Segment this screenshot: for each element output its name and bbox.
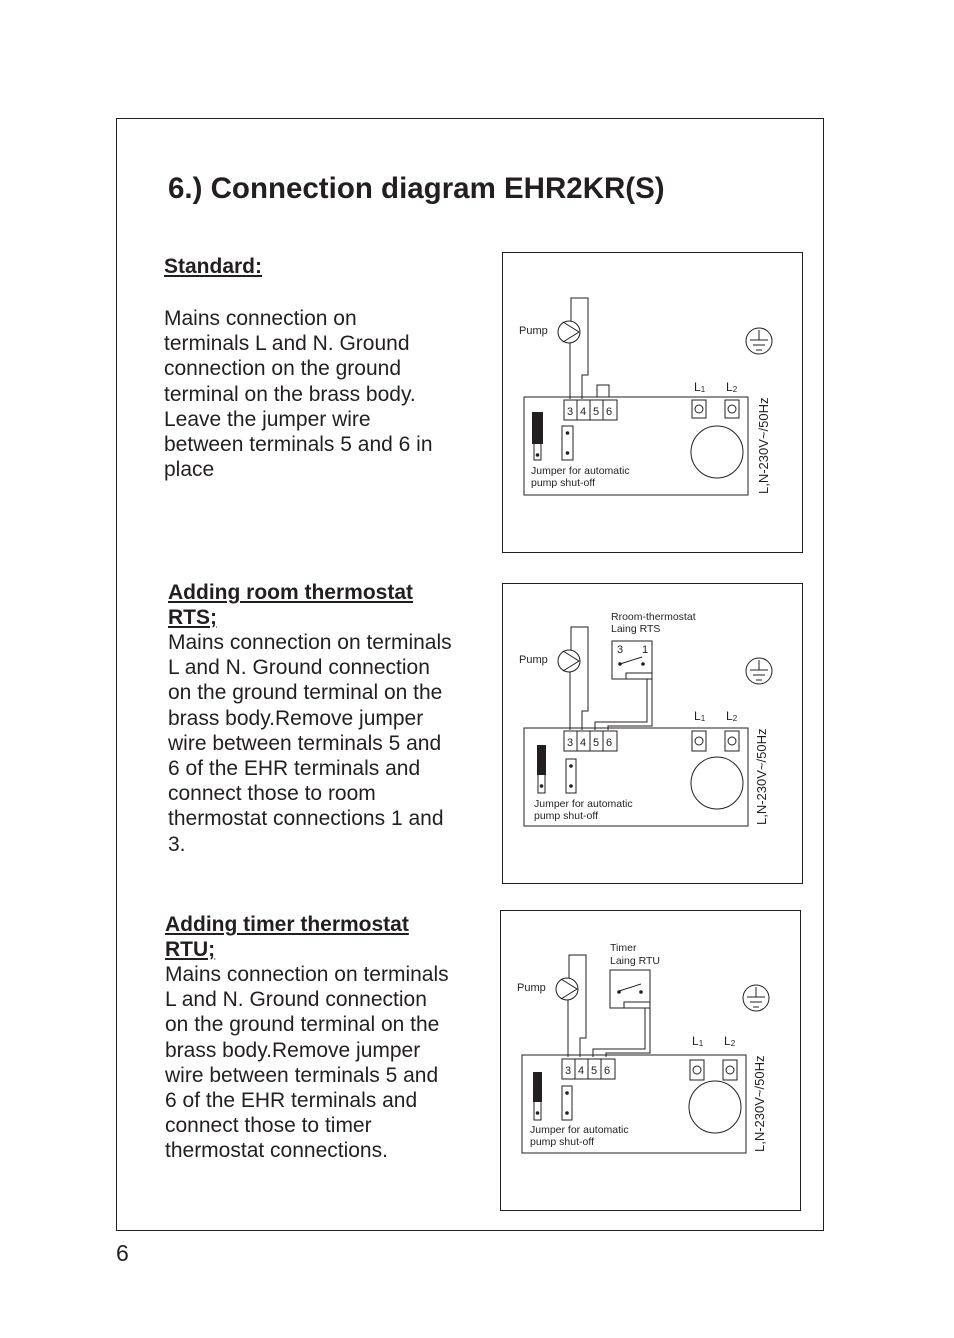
sensor-circle	[689, 1081, 741, 1133]
terminal-3: 3	[567, 737, 574, 749]
ground-icon	[746, 658, 772, 684]
ground-icon	[746, 328, 772, 354]
l2-label: L2	[724, 1034, 736, 1048]
jumper-pins	[532, 412, 573, 460]
l1-terminal-icon	[692, 400, 706, 418]
jumper-wire	[597, 385, 609, 397]
jumper-label: Jumper for automatic pump shut-off	[531, 465, 630, 489]
terminal-5: 5	[591, 1065, 598, 1077]
rts-diagram	[502, 583, 804, 885]
l2-label: L2	[726, 380, 738, 394]
ground-icon	[743, 985, 769, 1011]
rts-text: Mains connection on terminals L and N. Ground connection on the ground terminal on the brass body.Remove jumper wire between terminals 5 and 6 of the EHR terminals and connect those to room thermostat connections 1 and 3.	[168, 631, 452, 856]
terminal-6: 6	[606, 737, 613, 749]
device-label: Rroom-thermostat Laing RTS	[611, 611, 696, 635]
terminal-block	[562, 1059, 615, 1079]
mains-label: L,N-230V~/50Hz	[756, 397, 771, 494]
rtu-heading: Adding timer thermostat RTU;	[165, 913, 409, 961]
terminal-5: 5	[593, 406, 600, 418]
pump-icon	[558, 321, 580, 343]
jumper-pins	[537, 745, 576, 793]
l1-label: L1	[692, 1034, 704, 1048]
page-title: 6.) Connection diagram EHR2KR(S)	[168, 172, 665, 205]
l2-terminal-icon	[723, 1060, 737, 1080]
terminal-4: 4	[578, 1065, 585, 1077]
l1-label: L1	[694, 380, 706, 394]
terminal-block	[564, 400, 617, 420]
mains-label: L,N-230V~/50Hz	[752, 1055, 767, 1152]
terminal-5: 5	[593, 737, 600, 749]
pump-label: Pump	[519, 654, 548, 666]
pump-label: Pump	[519, 325, 548, 337]
terminal-3: 3	[565, 1065, 572, 1077]
rts-heading: Adding room thermostat RTS;	[168, 581, 413, 629]
l2-terminal-icon	[725, 400, 739, 418]
terminal-4: 4	[580, 406, 587, 418]
l2-label: L2	[726, 709, 738, 723]
l1-label: L1	[694, 709, 706, 723]
l2-terminal-icon	[725, 731, 739, 751]
jumper-label: Jumper for automatic pump shut-off	[534, 798, 633, 822]
terminal-4: 4	[580, 737, 587, 749]
device-terminal-3: 3	[617, 644, 624, 656]
terminal-3: 3	[567, 406, 574, 418]
terminal-6: 6	[604, 1065, 611, 1077]
pump-icon	[558, 650, 580, 672]
page-number: 6	[116, 1240, 129, 1266]
jumper-label: Jumper for automatic pump shut-off	[530, 1124, 629, 1148]
sensor-circle	[691, 757, 743, 809]
terminal-6: 6	[606, 406, 613, 418]
rtu-text: Mains connection on terminals L and N. Ground connection on the ground terminal on the brass body.Remove jumper wire between terminals 5 and 6 of the EHR terminals and connect those to timer thermostat connections.	[165, 963, 449, 1163]
sensor-circle	[691, 426, 743, 478]
l1-terminal-icon	[690, 1060, 704, 1080]
standard-text: Mains connection on terminals L and N. Ground connection on the ground terminal on the brass body. Leave the jumper wire between terminals 5 and 6 in place	[164, 307, 433, 482]
standard-diagram	[502, 252, 804, 554]
pump-label: Pump	[517, 982, 546, 994]
terminal-block	[564, 731, 617, 751]
mains-label: L,N-230V~/50Hz	[754, 728, 769, 825]
pump-icon	[556, 978, 578, 1000]
rtu-diagram	[500, 910, 802, 1212]
standard-heading: Standard:	[164, 255, 263, 278]
device-terminal-1: 1	[642, 644, 649, 656]
l1-terminal-icon	[692, 731, 706, 751]
device-label: Timer Laing RTU	[610, 942, 660, 967]
